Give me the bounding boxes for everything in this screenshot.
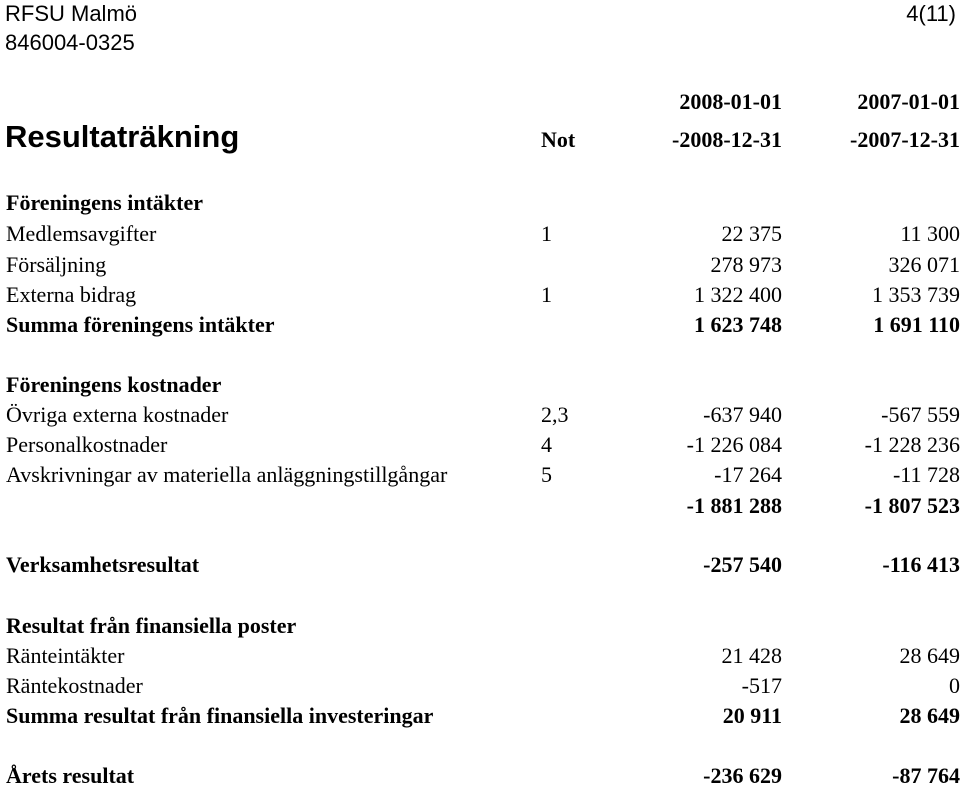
row-label: Föreningens intäkter bbox=[6, 190, 203, 216]
row-label: Försäljning bbox=[6, 252, 106, 278]
row-label: Resultat från finansiella poster bbox=[6, 613, 296, 639]
row-value-2007: -11 728 bbox=[893, 462, 960, 488]
table-row-total bbox=[0, 703, 960, 731]
row-label: Personalkostnader bbox=[6, 432, 167, 458]
row-value-2007: 28 649 bbox=[900, 643, 960, 669]
column-note-header: Not bbox=[541, 129, 575, 151]
table-row bbox=[0, 282, 960, 310]
row-label: Medlemsavgifter bbox=[6, 221, 156, 247]
org-number: 846004-0325 bbox=[5, 32, 135, 54]
column-2007-from: 2007-01-01 bbox=[857, 91, 960, 113]
table-row bbox=[0, 190, 960, 218]
table-row-subtotal bbox=[0, 493, 960, 521]
row-label: Summa resultat från finansiella investeringar bbox=[6, 703, 433, 729]
row-note: 2,3 bbox=[541, 402, 569, 428]
table-row-total bbox=[0, 552, 960, 580]
table-row bbox=[0, 613, 960, 641]
statement-title: Resultaträkning bbox=[5, 121, 239, 152]
row-value-2008: 1 623 748 bbox=[694, 312, 782, 338]
table-row bbox=[0, 432, 960, 460]
row-label: Externa bidrag bbox=[6, 282, 136, 308]
row-value-2008: -517 bbox=[742, 673, 782, 699]
row-value-2007: -87 764 bbox=[892, 763, 960, 789]
row-value-2008: 1 322 400 bbox=[694, 282, 782, 308]
page-number: 4(11) bbox=[906, 3, 956, 25]
row-label: Föreningens kostnader bbox=[6, 372, 221, 398]
row-label: Övriga externa kostnader bbox=[6, 402, 228, 428]
row-value-2007: -1 807 523 bbox=[865, 493, 960, 519]
table-row bbox=[0, 402, 960, 430]
column-2008-to: -2008-12-31 bbox=[672, 129, 782, 151]
table-row bbox=[0, 252, 960, 280]
table-row bbox=[0, 673, 960, 701]
table-row-result bbox=[0, 763, 960, 791]
table-row-total bbox=[0, 312, 960, 340]
row-label: Räntekostnader bbox=[6, 673, 143, 699]
table-row bbox=[0, 372, 960, 400]
row-value-2008: -637 940 bbox=[703, 402, 782, 428]
row-value-2007: -567 559 bbox=[881, 402, 960, 428]
row-label: Avskrivningar av materiella anläggningstillgångar bbox=[6, 462, 447, 488]
row-label: Verksamhetsresultat bbox=[6, 552, 199, 578]
row-value-2007: 28 649 bbox=[900, 703, 960, 729]
row-value-2008: -257 540 bbox=[703, 552, 782, 578]
row-value-2007: 326 071 bbox=[889, 252, 960, 278]
row-label: Summa föreningens intäkter bbox=[6, 312, 275, 338]
column-2008-from: 2008-01-01 bbox=[679, 91, 782, 113]
table-row bbox=[0, 462, 960, 490]
row-value-2008: 278 973 bbox=[711, 252, 783, 278]
org-name: RFSU Malmö bbox=[5, 3, 137, 25]
row-value-2007: -116 413 bbox=[882, 552, 960, 578]
row-value-2007: 0 bbox=[949, 673, 960, 699]
row-value-2007: 11 300 bbox=[900, 221, 960, 247]
row-value-2008: 20 911 bbox=[723, 703, 782, 729]
row-label: Årets resultat bbox=[6, 763, 134, 789]
row-label: Ränteintäkter bbox=[6, 643, 125, 669]
row-value-2007: -1 228 236 bbox=[865, 432, 960, 458]
row-value-2008: 22 375 bbox=[722, 221, 783, 247]
row-note: 4 bbox=[541, 432, 552, 458]
row-note: 1 bbox=[541, 282, 552, 308]
row-note: 1 bbox=[541, 221, 552, 247]
row-value-2007: 1 691 110 bbox=[873, 312, 960, 338]
row-value-2008: -1 881 288 bbox=[687, 493, 782, 519]
row-value-2008: -17 264 bbox=[714, 462, 782, 488]
row-value-2008: -236 629 bbox=[703, 763, 782, 789]
column-2007-to: -2007-12-31 bbox=[850, 129, 960, 151]
table-row bbox=[0, 221, 960, 249]
table-row bbox=[0, 643, 960, 671]
row-note: 5 bbox=[541, 462, 552, 488]
row-value-2008: 21 428 bbox=[722, 643, 783, 669]
row-value-2007: 1 353 739 bbox=[872, 282, 960, 308]
row-value-2008: -1 226 084 bbox=[687, 432, 782, 458]
